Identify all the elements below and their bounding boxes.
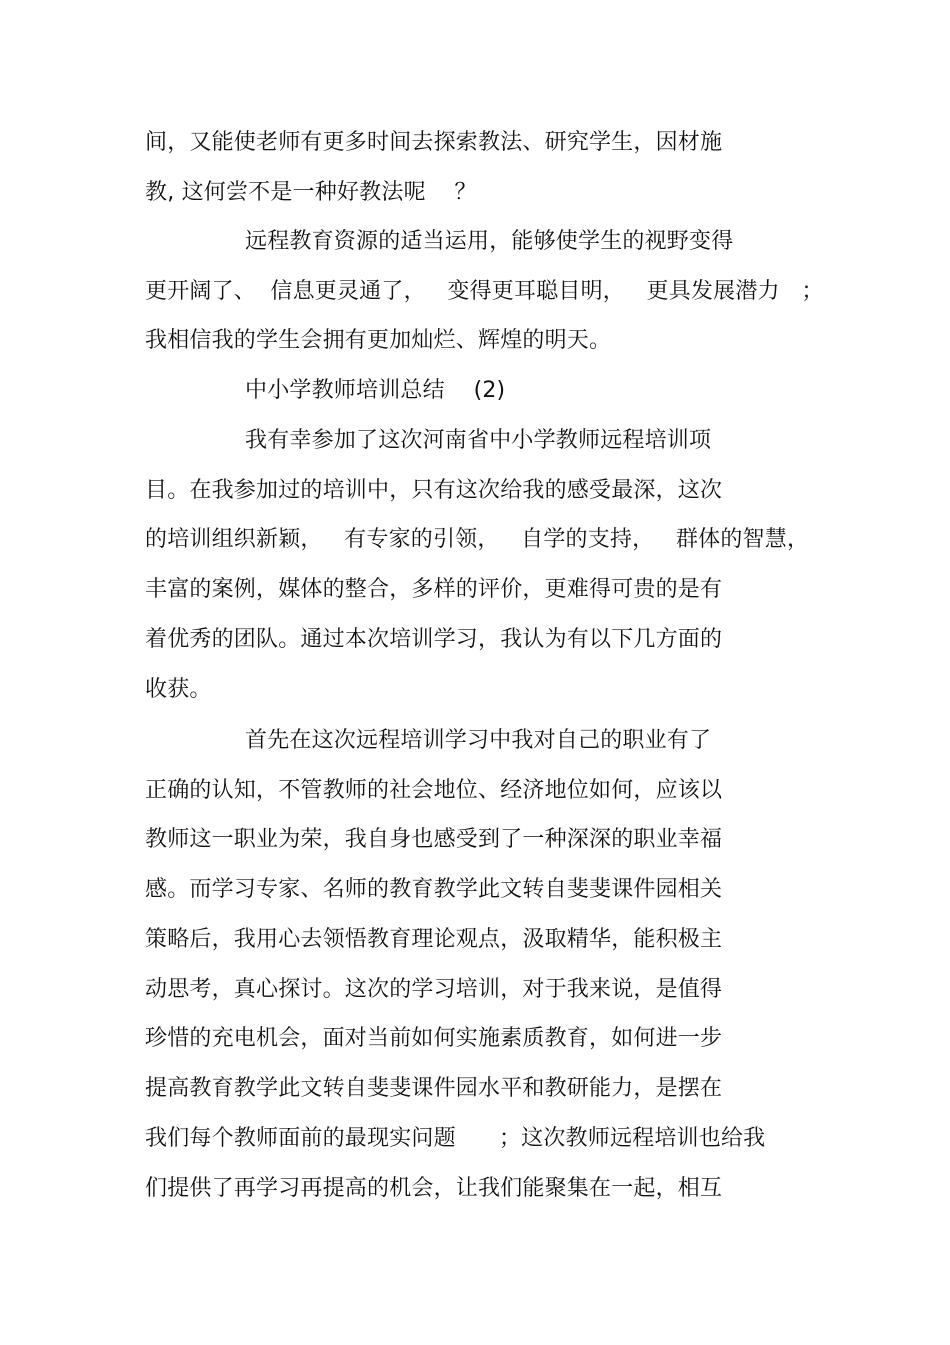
text-line: 动思考，真心探讨。这次的学习培训，对于我来说，是值得 — [145, 977, 723, 1002]
text-line: 教师这一职业为荣，我自身也感受到了一种深深的职业幸福 — [145, 827, 723, 852]
text-line: 提高教育教学此文转自斐斐课件园水平和教研能力，是摆在 — [145, 1076, 723, 1101]
text-line: 更开阔了、 信息更灵通了， 变得更耳聪目明， 更具发展潜力 ； — [145, 279, 824, 304]
text-line: 我相信我的学生会拥有更加灿烂、辉煌的明天。 — [145, 328, 612, 353]
text-line: 们提供了再学习再提高的机会，让我们能聚集在一起，相互 — [145, 1176, 723, 1201]
text-line: 首先在这次远程培训学习中我对自己的职业有了 — [245, 728, 712, 753]
text-line: 感。而学习专家、名师的教育教学此文转自斐斐课件园相关 — [145, 877, 723, 902]
text-line: 的培训组织新颖， 有专家的引领， 自学的支持， 群体的智慧， — [145, 527, 810, 552]
text-line: 我们每个教师面前的最现实问题 ；这次教师远程培训也给我 — [145, 1126, 766, 1151]
text-line: 正确的认知，不管教师的社会地位、经济地位如何，应该以 — [145, 778, 723, 803]
text-line: 丰富的案例，媒体的整合，多样的评价，更难得可贵的是有 — [145, 577, 723, 602]
text-line: 策略后，我用心去领悟教育理论观点，汲取精华，能积极主 — [145, 927, 723, 952]
text-line: 目。在我参加过的培训中，只有这次给我的感受最深，这次 — [145, 478, 723, 503]
text-line: 我有幸参加了这次河南省中小学教师远程培训项 — [245, 428, 712, 453]
section-heading: 中小学教师培训总结 (2) — [245, 378, 506, 403]
text-line: 间，又能使老师有更多时间去探索教法、研究学生，因材施 — [145, 130, 723, 155]
text-line: 远程教育资源的适当运用，能够使学生的视野变得 — [245, 229, 734, 254]
text-line: 着优秀的团队。通过本次培训学习，我认为有以下几方面的 — [145, 627, 723, 652]
text-line: 教, 这何尝不是一种好教法呢 ？ — [145, 180, 477, 205]
text-line: 收获。 — [145, 677, 212, 702]
text-line: 珍惜的充电机会，面对当前如何实施素质教育，如何进一步 — [145, 1026, 723, 1051]
